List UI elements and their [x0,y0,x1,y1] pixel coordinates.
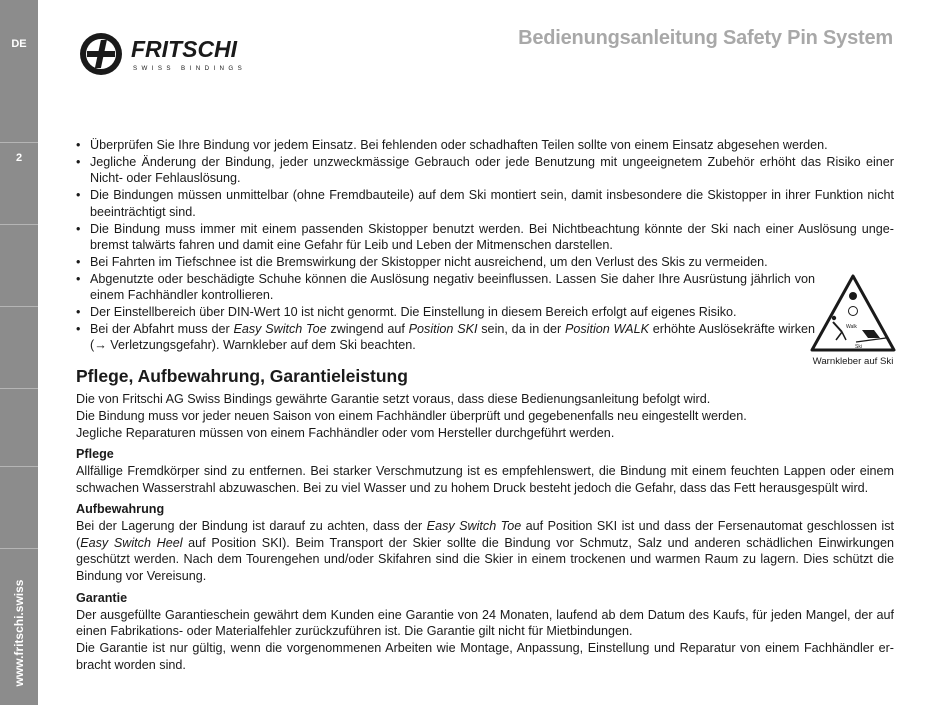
garantie-text: Der ausgefüllte Garantieschein gewährt dem Kunden eine Garantie von 24 Monaten, laufend ab dem Datum des Kaufs, für jeden Mangel, der auf einen Fabrikations- oder Materialfehler zurückzuführen ist. Die Garantie gilt nicht für Mietbindungen. [76,607,894,639]
ski-label: Ski [855,344,862,350]
pflege-text: Allfällige Fremdkörper sind zu entfernen. Bei starker Verschmutzung ist es empfehlenswert, die Bindung mit einem feuchten Lappen oder einem schwachen Wasserstrahl abzuwaschen. Bei zu viel Wasser und zu hohem Druck besteht jedoch die Gefahr, dass das Fett herausgespült wird. [76,463,894,495]
pflege-heading: Pflege [76,447,114,462]
sidebar-divider [0,388,38,389]
list-item: • Jegliche Änderung der Bindung, jeder unzweckmässige Gebrauch oder jede Benutzung mit ungeeignetem Zubehör erhöht das Risiko einer Nicht- oder Fehlauslösung. [76,154,894,187]
list-item: • Bei Fahrten im Tiefschnee ist die Bremswirkung der Skistopper nicht ausreichend, um den Verlust des Skis zu vermeiden. [76,254,894,271]
page-number: 2 [15,152,23,164]
list-item: • Überprüfen Sie Ihre Bindung vor jedem Einsatz. Bei fehlenden oder schadhaften Teilen sollte von einem Einsatz abgesehen werden. [76,137,894,154]
list-item: • Der Einstellbereich über DIN-Wert 10 ist nicht genormt. Die Einstellung in diesem Bereich erfolgt auf eigenes Risiko. [76,304,894,321]
logo-tagline: SWISS BINDINGS [133,65,247,72]
intro-line: Die von Fritschi AG Swiss Bindings gewährte Garantie setzt voraus, dass diese Bedienungsanleitung befolgt wird. [76,392,711,407]
intro-line: Jegliche Reparaturen müssen von einem Fachhändler oder vom Hersteller durchgeführt werden. [76,425,615,440]
logo-brand: FRITSCHI [131,36,238,62]
list-item: • Bei der Abfahrt muss der Easy Switch Toe zwingend auf Position SKI sein, da in der Position WALK erhöhte Auslösekräfte wirken (→ Verletzungsgefahr). Warnkleber auf dem Ski beachten. [76,321,815,354]
website-url[interactable]: www.fritschi.swiss [12,579,26,687]
sidebar-divider [0,548,38,549]
sidebar-divider [0,142,38,143]
fritschi-logo [78,30,288,80]
walk-label: Walk [846,324,857,330]
safety-bullet-list [76,137,894,354]
garantie-heading: Garantie [76,590,128,605]
aufbewahrung-text: Bei der Lagerung der Bindung ist darauf zu achten, dass der Easy Switch Toe auf Position SKI ist und dass der Fersenautomat geschlossen ist (Easy Switch Heel auf Position SKI). Beim Transport der Skier sollte die Bindung vor Schmutz, Salz und anderen schädlichen Einwirkungen geschützt werden. Nach dem Tourengehen und/oder Skifahren sind die Skier in einem trockenen und warmen Raum zu lagern. Dies schützt die Bindung vor Vereisung. [76,519,894,584]
section-title: Pflege, Aufbewahrung, Garantieleistung [76,366,408,387]
aufbewahrung-heading: Aufbewahrung [76,502,165,517]
intro-line: Die Bindung muss vor jeder neuen Saison von einem Fachhändler überprüft und gegebenenfalls neu eingestellt werden. [76,408,747,423]
sidebar-divider [0,224,38,225]
list-item: • Die Bindung muss immer mit einem passenden Skistopper benutzt werden. Bei Nichtbeachtung könnte der Ski nach einer Auslösung unge- bremst talwärts fahren und damit eine Gefahr für Leib und Leben der Mitmenschen darstellen. [76,221,894,254]
sidebar [0,0,38,705]
list-item: • Die Bindungen müssen unmittelbar (ohne Fremdbauteile) auf dem Ski montiert sein, damit insbesondere die Skistopper in ihrer Funktion nicht beeinträchtigt sind. [76,187,894,220]
sidebar-divider [0,466,38,467]
warning-sticker-caption: Warnkleber auf Ski [812,356,894,367]
main-content [76,137,894,673]
document-title: Bedienungsanleitung Safety Pin System [518,27,893,49]
language-tab[interactable]: DE [11,38,27,50]
garantie-text: Die Garantie ist nur gültig, wenn die vorgenommenen Arbeiten wie Montage, Anpassung, Einstellung und Reparatur von einem Fachhändler er- bracht worden sind. [76,640,894,672]
list-item: • Abgenutzte oder beschädigte Schuhe können die Auslösung negativ beeinflussen. Lassen Sie daher Ihre Ausrüstung jährlich von einem Fachhändler kontrollieren. [76,271,815,304]
sidebar-divider [0,306,38,307]
